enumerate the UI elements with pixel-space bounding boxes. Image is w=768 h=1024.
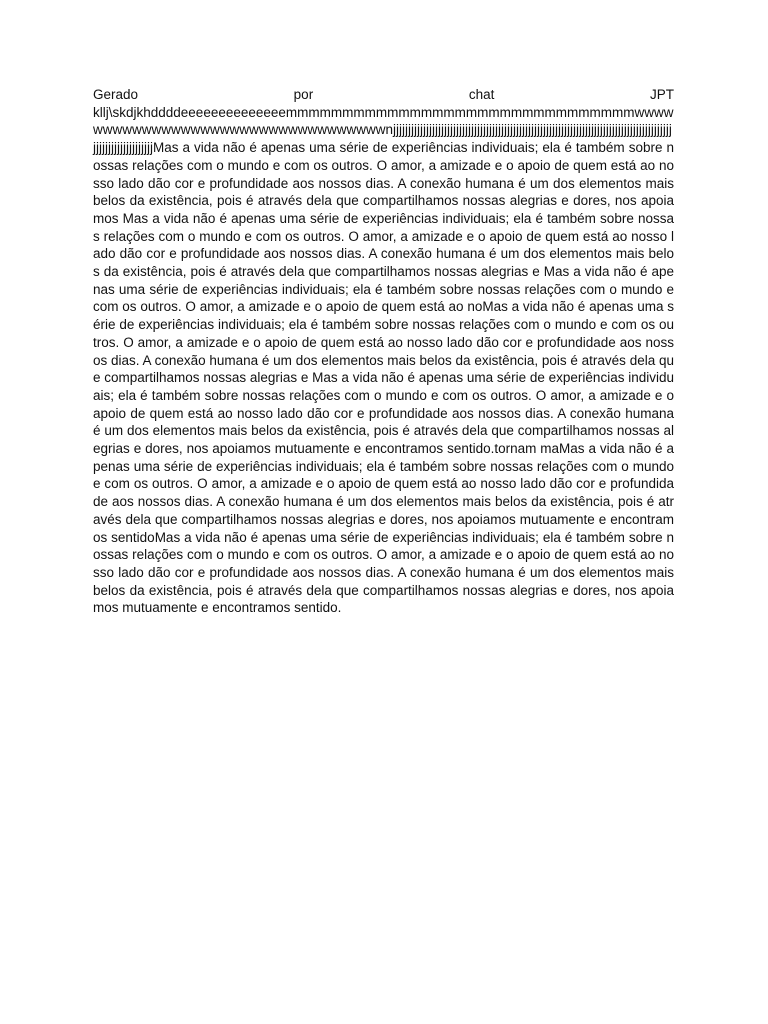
document-title-line: Gerado por chat JPT bbox=[93, 87, 674, 102]
document-text-block bbox=[93, 86, 674, 617]
document-body-paragraph: kllj\skdjkhddddeeeeeeeeeeeeeemmmmmmmmmmmmmmmmmmmmmmmmmmmmmmmwwwwwwwwwwwwwwwwwwwwwwwwwwwwwwwwwwnjjjjjjjjjjjjjjjjjjjjjjjjjjjjjjjjjjjjjjjjjjjjjjjjjjjjjjjjjjjjjjjjjjjjjjjjjjjjjjjjjjjjjjjjjjjjjjjjjjjjjjjjjjjjjjjjjMas a vida não é apenas uma série de experiências individuais; ela é também sobre nossas relações com o mundo e com os outros. O amor, a amizade e o apoio de quem está ao nosso lado dão cor e profundidade aos nossos dias. A conexão humana é um dos elementos mais belos da existência, pois é através dela que compartilhamos nossas alegrias e dores, nos apoiamos Mas a vida não é apenas uma série de experiências individuais; ela é também sobre nossas relações com o mundo e com os outros. O amor, a amizade e o apoio de quem está ao nosso lado dão cor e profundidade aos nossos dias. A conexão humana é um dos elementos mais belos da existência, pois é através dela que compartilhamos nossas alegrias e Mas a vida não é apenas uma série de experiências individuais; ela é também sobre nossas relações com o mundo e com os outros. O amor, a amizade e o apoio de quem está ao noMas a vida não é apenas uma série de experiências individuais; ela é também sobre nossas relações com o mundo e com os outros. O amor, a amizade e o apoio de quem está ao nosso lado dão cor e profundidade aos nossos dias. A conexão humana é um dos elementos mais belos da existência, pois é através dela que compartilhamos nossas alegrias e Mas a vida não é apenas uma série de experiências individuais; ela é também sobre nossas relações com o mundo e com os outros. O amor, a amizade e o apoio de quem está ao nosso lado dão cor e profundidade aos nossos dias. A conexão humana é um dos elementos mais belos da existência, pois é através dela que compartilhamos nossas alegrias e dores, nos apoiamos mutuamente e encontramos sentido.tornam maMas a vida não é apenas uma série de experiências individuais; ela é também sobre nossas relações com o mundo e com os outros. O amor, a amizade e o apoio de quem está ao nosso lado dão cor e profundidade aos nossos dias. A conexão humana é um dos elementos mais belos da existência, pois é através dela que compartilhamos nossas alegrias e dores, nos apoiamos mutuamente e encontramos sentidoMas a vida não é apenas uma série de experiências individuais; ela é também sobre nossas relações com o mundo e com os outros. O amor, a amizade e o apoio de quem está ao nosso lado dão cor e profundidade aos nossos dias. A conexão humana é um dos elementos mais belos da existência, pois é através dela que compartilhamos nossas alegrias e dores, nos apoiamos mutuamente e encontramos sentido. bbox=[93, 104, 674, 616]
